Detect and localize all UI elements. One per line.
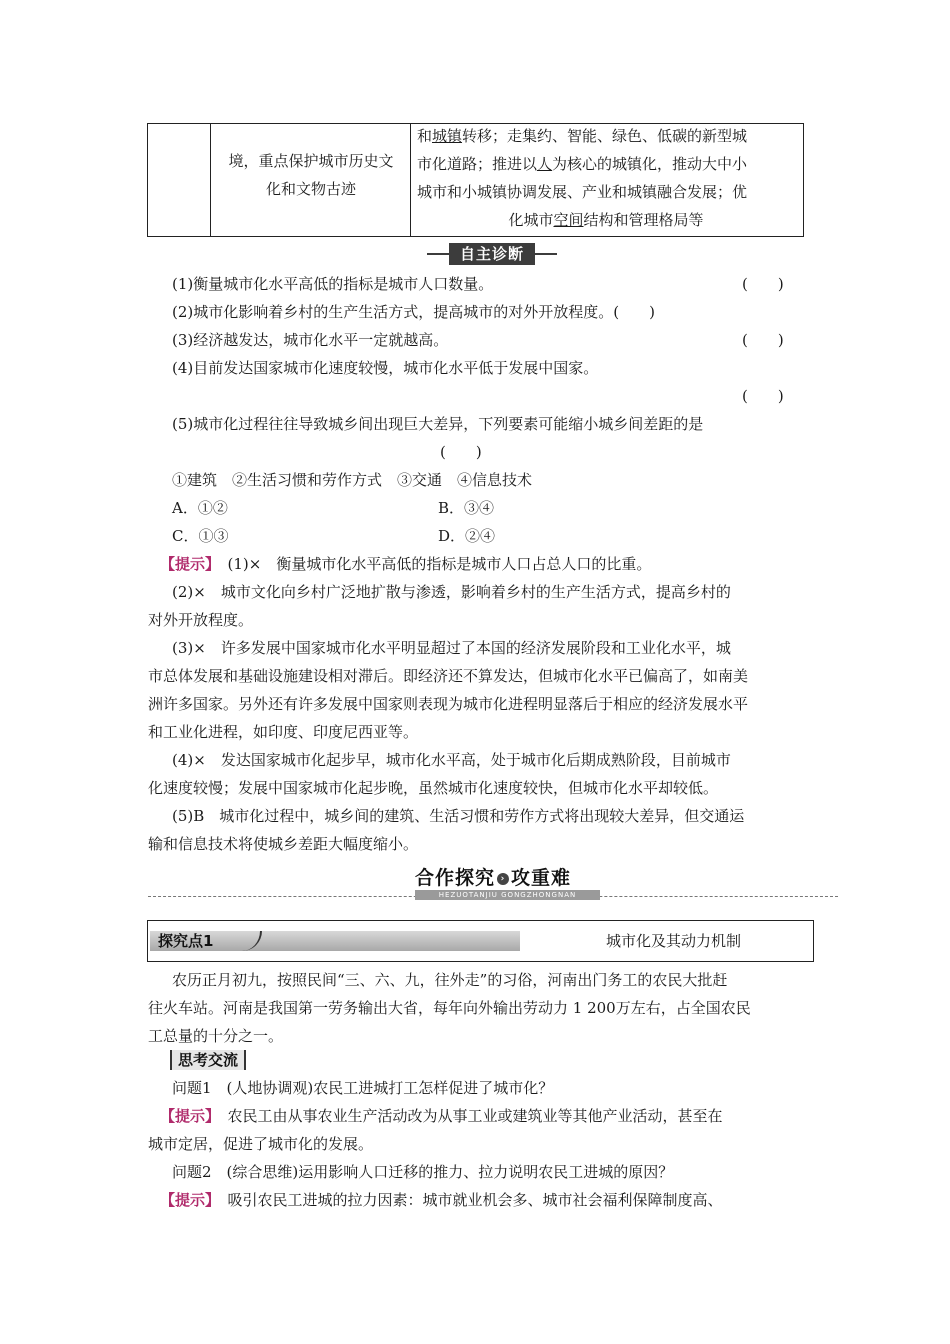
inquiry-point-box	[147, 920, 814, 962]
answer-3-cont: 市总体发展和基础设施建设相对滞后。即经济还不算发达，但城市化水平已偏高了，如南美	[148, 667, 749, 685]
answer-item-1: 【提示】 农民工由从事农业生产活动改为从事工业或建筑业等其他产业活动，甚至在	[160, 1107, 723, 1125]
question-item-2: 问题2 (综合思维)运用影响人口迁移的推力、拉力说明农民工进城的原因？	[172, 1163, 674, 1181]
table-text: 城市和小城镇协调发展、产业和城镇融合发展；优	[417, 183, 748, 201]
option-b: B．③④	[438, 499, 495, 517]
table-cell-empty	[148, 124, 211, 236]
banner-line	[535, 253, 557, 255]
cooperative-inquiry-banner	[415, 866, 600, 902]
answer-paren: ( )	[742, 331, 784, 349]
question-3: (3)经济越发达，城市化水平一定就越高。	[172, 331, 449, 349]
inquiry-tag	[150, 931, 520, 951]
table-text: 和城镇转移；走集约、智能、绿色、低碳的新型城	[417, 127, 748, 145]
banner-title: 合作探究 › 攻重难	[415, 867, 572, 889]
option-c: C．①③	[172, 527, 229, 545]
passage-line: 工总量的十分之一。	[148, 1027, 284, 1045]
answer-paren: ( )	[440, 443, 482, 461]
answer-item-2: 【提示】 吸引农民工进城的拉力因素：城市就业机会多、城市社会福利保障制度高、	[160, 1191, 723, 1209]
inquiry-tag-label: 探究点1	[158, 932, 214, 950]
answer-2-cont: 对外开放程度。	[148, 611, 254, 629]
section-title: 城市化及其动力机制	[606, 932, 742, 950]
table-cell-right	[411, 124, 803, 236]
tip-label: 【提示】	[160, 1107, 213, 1125]
banner-label: 自主诊断	[449, 243, 535, 265]
answer-2: (2)× 城市文化向乡村广泛地扩散与渗透，影响着乡村的生产生活方式，提高乡村的	[172, 583, 731, 601]
answer-5: (5)B 城市化过程中，城乡间的建筑、生活习惯和劳作方式将出现较大差异，但交通运	[172, 807, 745, 825]
answer-1: 【提示】 (1)× 衡量城市化水平高低的指标是城市人口占总人口的比重。	[160, 555, 652, 573]
option-d: D．②④	[438, 527, 496, 545]
question-5-items: ①建筑 ②生活习惯和劳作方式 ③交通 ④信息技术	[172, 471, 533, 489]
think-exchange-label: 思考交流	[170, 1050, 246, 1070]
table-text: 市化道路；推进以人为核心的城镇化，推动大中小	[417, 155, 748, 173]
passage-line: 农历正月初九，按照民间“三、六、九，往外走”的习俗，河南出门务工的农民大批赶	[172, 971, 728, 989]
tip-label: 【提示】	[160, 1191, 213, 1209]
answer-3-cont: 洲许多国家。另外还有许多发展中国家则表现为城市化进程明显落后于相应的经济发展水平	[148, 695, 749, 713]
table-text: 化和文物古迹	[265, 180, 356, 198]
banner-line	[427, 253, 449, 255]
question-item-1: 问题1 (人地协调观)农民工进城打工怎样促进了城市化？	[172, 1079, 554, 1097]
question-1: (1)衡量城市化水平高低的指标是城市人口数量。	[172, 275, 494, 293]
answer-5-cont: 输和信息技术将使城乡差距大幅度缩小。	[148, 835, 419, 853]
tag-curve-icon	[242, 931, 262, 951]
table-text: 化城市空间结构和管理格局等	[508, 211, 704, 229]
self-diagnosis-banner	[427, 243, 557, 265]
question-2: (2)城市化影响着乡村的生产生活方式，提高城市的对外开放程度。( )	[172, 303, 655, 321]
banner-subtitle: HEZUOTANJIU GONGZHONGNAN	[415, 890, 600, 900]
question-5: (5)城市化过程往往导致城乡间出现巨大差异，下列要素可能缩小城乡间差距的是	[172, 415, 704, 433]
question-4: (4)目前发达国家城市化速度较慢，城市化水平低于发展中国家。	[172, 359, 599, 377]
answer-4-cont: 化速度较慢；发展中国家城市化起步晚，虽然城市化速度较快，但城市化水平却较低。	[148, 779, 719, 797]
tip-label: 【提示】	[160, 555, 213, 573]
answer-4: (4)× 发达国家城市化起步早，城市化水平高，处于城市化后期成熟阶段，目前城市	[172, 751, 731, 769]
answer-item-1-cont: 城市定居，促进了城市化的发展。	[148, 1135, 374, 1153]
table-text: 境，重点保护城市历史文	[228, 152, 394, 170]
answer-paren: ( )	[742, 387, 784, 405]
answer-3-cont: 和工业化进程，如印度、印度尼西亚等。	[148, 723, 419, 741]
passage-line: 往火车站。河南是我国第一劳务输出大省，每年向外输出劳动力 1 200万左右，占全国农民	[148, 999, 751, 1017]
arrow-circle-icon: ›	[497, 873, 509, 885]
table-cell-middle	[210, 124, 411, 236]
policy-table	[147, 123, 804, 237]
answer-3: (3)× 许多发展中国家城市化水平明显超过了本国的经济发展阶段和工业化水平，城	[172, 639, 731, 657]
option-a: A．①②	[172, 499, 228, 517]
answer-paren: ( )	[742, 275, 784, 293]
